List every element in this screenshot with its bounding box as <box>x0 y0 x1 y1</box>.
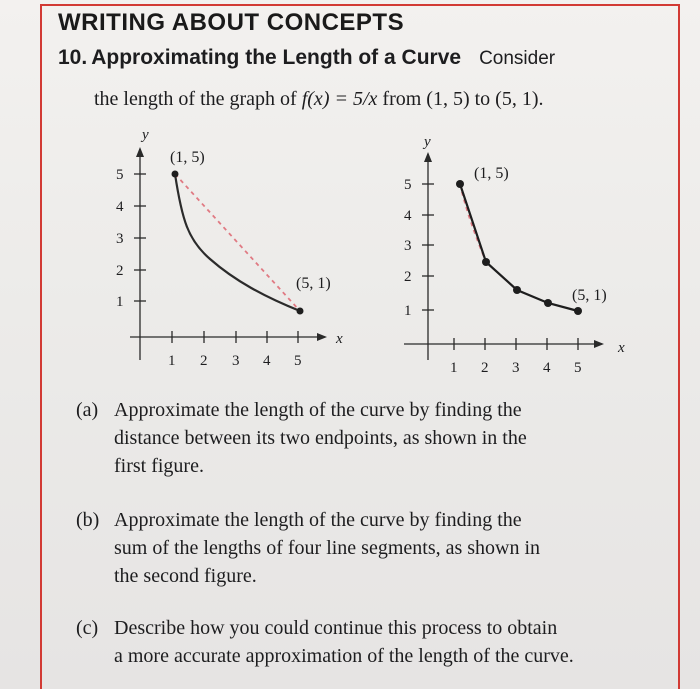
fig2-point-1 <box>456 180 464 188</box>
problem-header <box>58 46 668 70</box>
part-c-line-1: Describe how you could continue this process to obtain <box>114 617 558 639</box>
part-b-label: (b) <box>76 509 100 531</box>
fig1-ytick-label-2: 2 <box>116 263 124 279</box>
problem-title: Approximating the Length of a Curve <box>91 46 462 69</box>
fig1-ytick-label-5: 5 <box>116 167 124 183</box>
part-c-label: (c) <box>76 617 99 639</box>
fig1-end-point <box>297 308 304 315</box>
part-a-line-2: distance between its two endpoints, as shown in the <box>114 427 527 449</box>
part-a <box>76 396 676 480</box>
fig2-y-label: y <box>424 134 431 150</box>
part-b <box>76 506 676 590</box>
fig1-ytick-label-3: 3 <box>116 231 124 247</box>
part-c-line-2: a more accurate approximation of the length of the curve. <box>114 645 574 667</box>
fig1-ytick-label-1: 1 <box>116 294 124 310</box>
fig2-ytick-label-3: 3 <box>404 238 412 254</box>
fig2-point-3 <box>513 286 521 294</box>
fig2-point-4 <box>544 299 552 307</box>
part-a-label: (a) <box>76 399 99 421</box>
fig1-xtick-label-4: 4 <box>263 353 271 369</box>
fig2-xtick-label-4: 4 <box>543 360 551 376</box>
fig1-y-arrow <box>136 147 144 157</box>
part-b-line-2: sum of the lengths of four line segments, as shown in <box>114 537 541 559</box>
fig2-xtick-label-3: 3 <box>512 360 520 376</box>
fig1-y-label: y <box>142 127 149 143</box>
section-title: WRITING ABOUT CONCEPTS <box>58 9 405 36</box>
fig2-x-label: x <box>618 340 625 356</box>
fig1-end-label: (5, 1) <box>296 275 331 292</box>
fig1-chord <box>175 174 300 311</box>
fig2-y-ticks <box>404 177 434 319</box>
fig1-x-label: x <box>336 331 343 347</box>
fig2-ytick-label-2: 2 <box>404 269 412 285</box>
part-a-line-3: first figure. <box>114 455 204 477</box>
statement-pre: the length of the graph of <box>94 88 302 110</box>
fig2-ytick-label-5: 5 <box>404 177 412 193</box>
problem-number: 10. <box>58 46 88 69</box>
fig2-xtick-label-2: 2 <box>481 360 489 376</box>
fig1-xtick-label-2: 2 <box>200 353 208 369</box>
fig2-end-label: (5, 1) <box>572 287 607 304</box>
fig1-x-arrow <box>317 333 327 341</box>
figure-1 <box>100 125 360 375</box>
fig2-xtick-label-5: 5 <box>574 360 582 376</box>
figure-2 <box>390 130 650 380</box>
statement-post: from (1, 5) to (5, 1). <box>377 88 544 110</box>
fig1-start-point <box>172 171 179 178</box>
fig2-start-label: (1, 5) <box>474 165 509 182</box>
fig2-y-arrow <box>424 152 432 162</box>
statement-function: f(x) = 5/x <box>301 88 378 110</box>
fig1-ytick-label-4: 4 <box>116 199 124 215</box>
fig1-xtick-label-1: 1 <box>168 353 176 369</box>
fig2-x-arrow <box>594 340 604 348</box>
part-a-line-1: Approximate the length of the curve by finding the <box>114 399 522 421</box>
fig1-start-label: (1, 5) <box>170 149 205 166</box>
fig2-point-5 <box>574 307 582 315</box>
part-b-line-3: the second figure. <box>114 565 257 587</box>
part-c <box>76 614 676 670</box>
fig1-y-ticks <box>116 167 146 310</box>
part-b-line-1: Approximate the length of the curve by finding the <box>114 509 522 531</box>
problem-statement <box>94 88 543 111</box>
fig1-xtick-label-5: 5 <box>294 353 302 369</box>
fig2-point-2 <box>482 258 490 266</box>
fig1-xtick-label-3: 3 <box>232 353 240 369</box>
fig2-ytick-label-1: 1 <box>404 303 412 319</box>
fig2-ytick-label-4: 4 <box>404 208 412 224</box>
problem-lead: Consider <box>479 48 556 69</box>
fig2-xtick-label-1: 1 <box>450 360 458 376</box>
